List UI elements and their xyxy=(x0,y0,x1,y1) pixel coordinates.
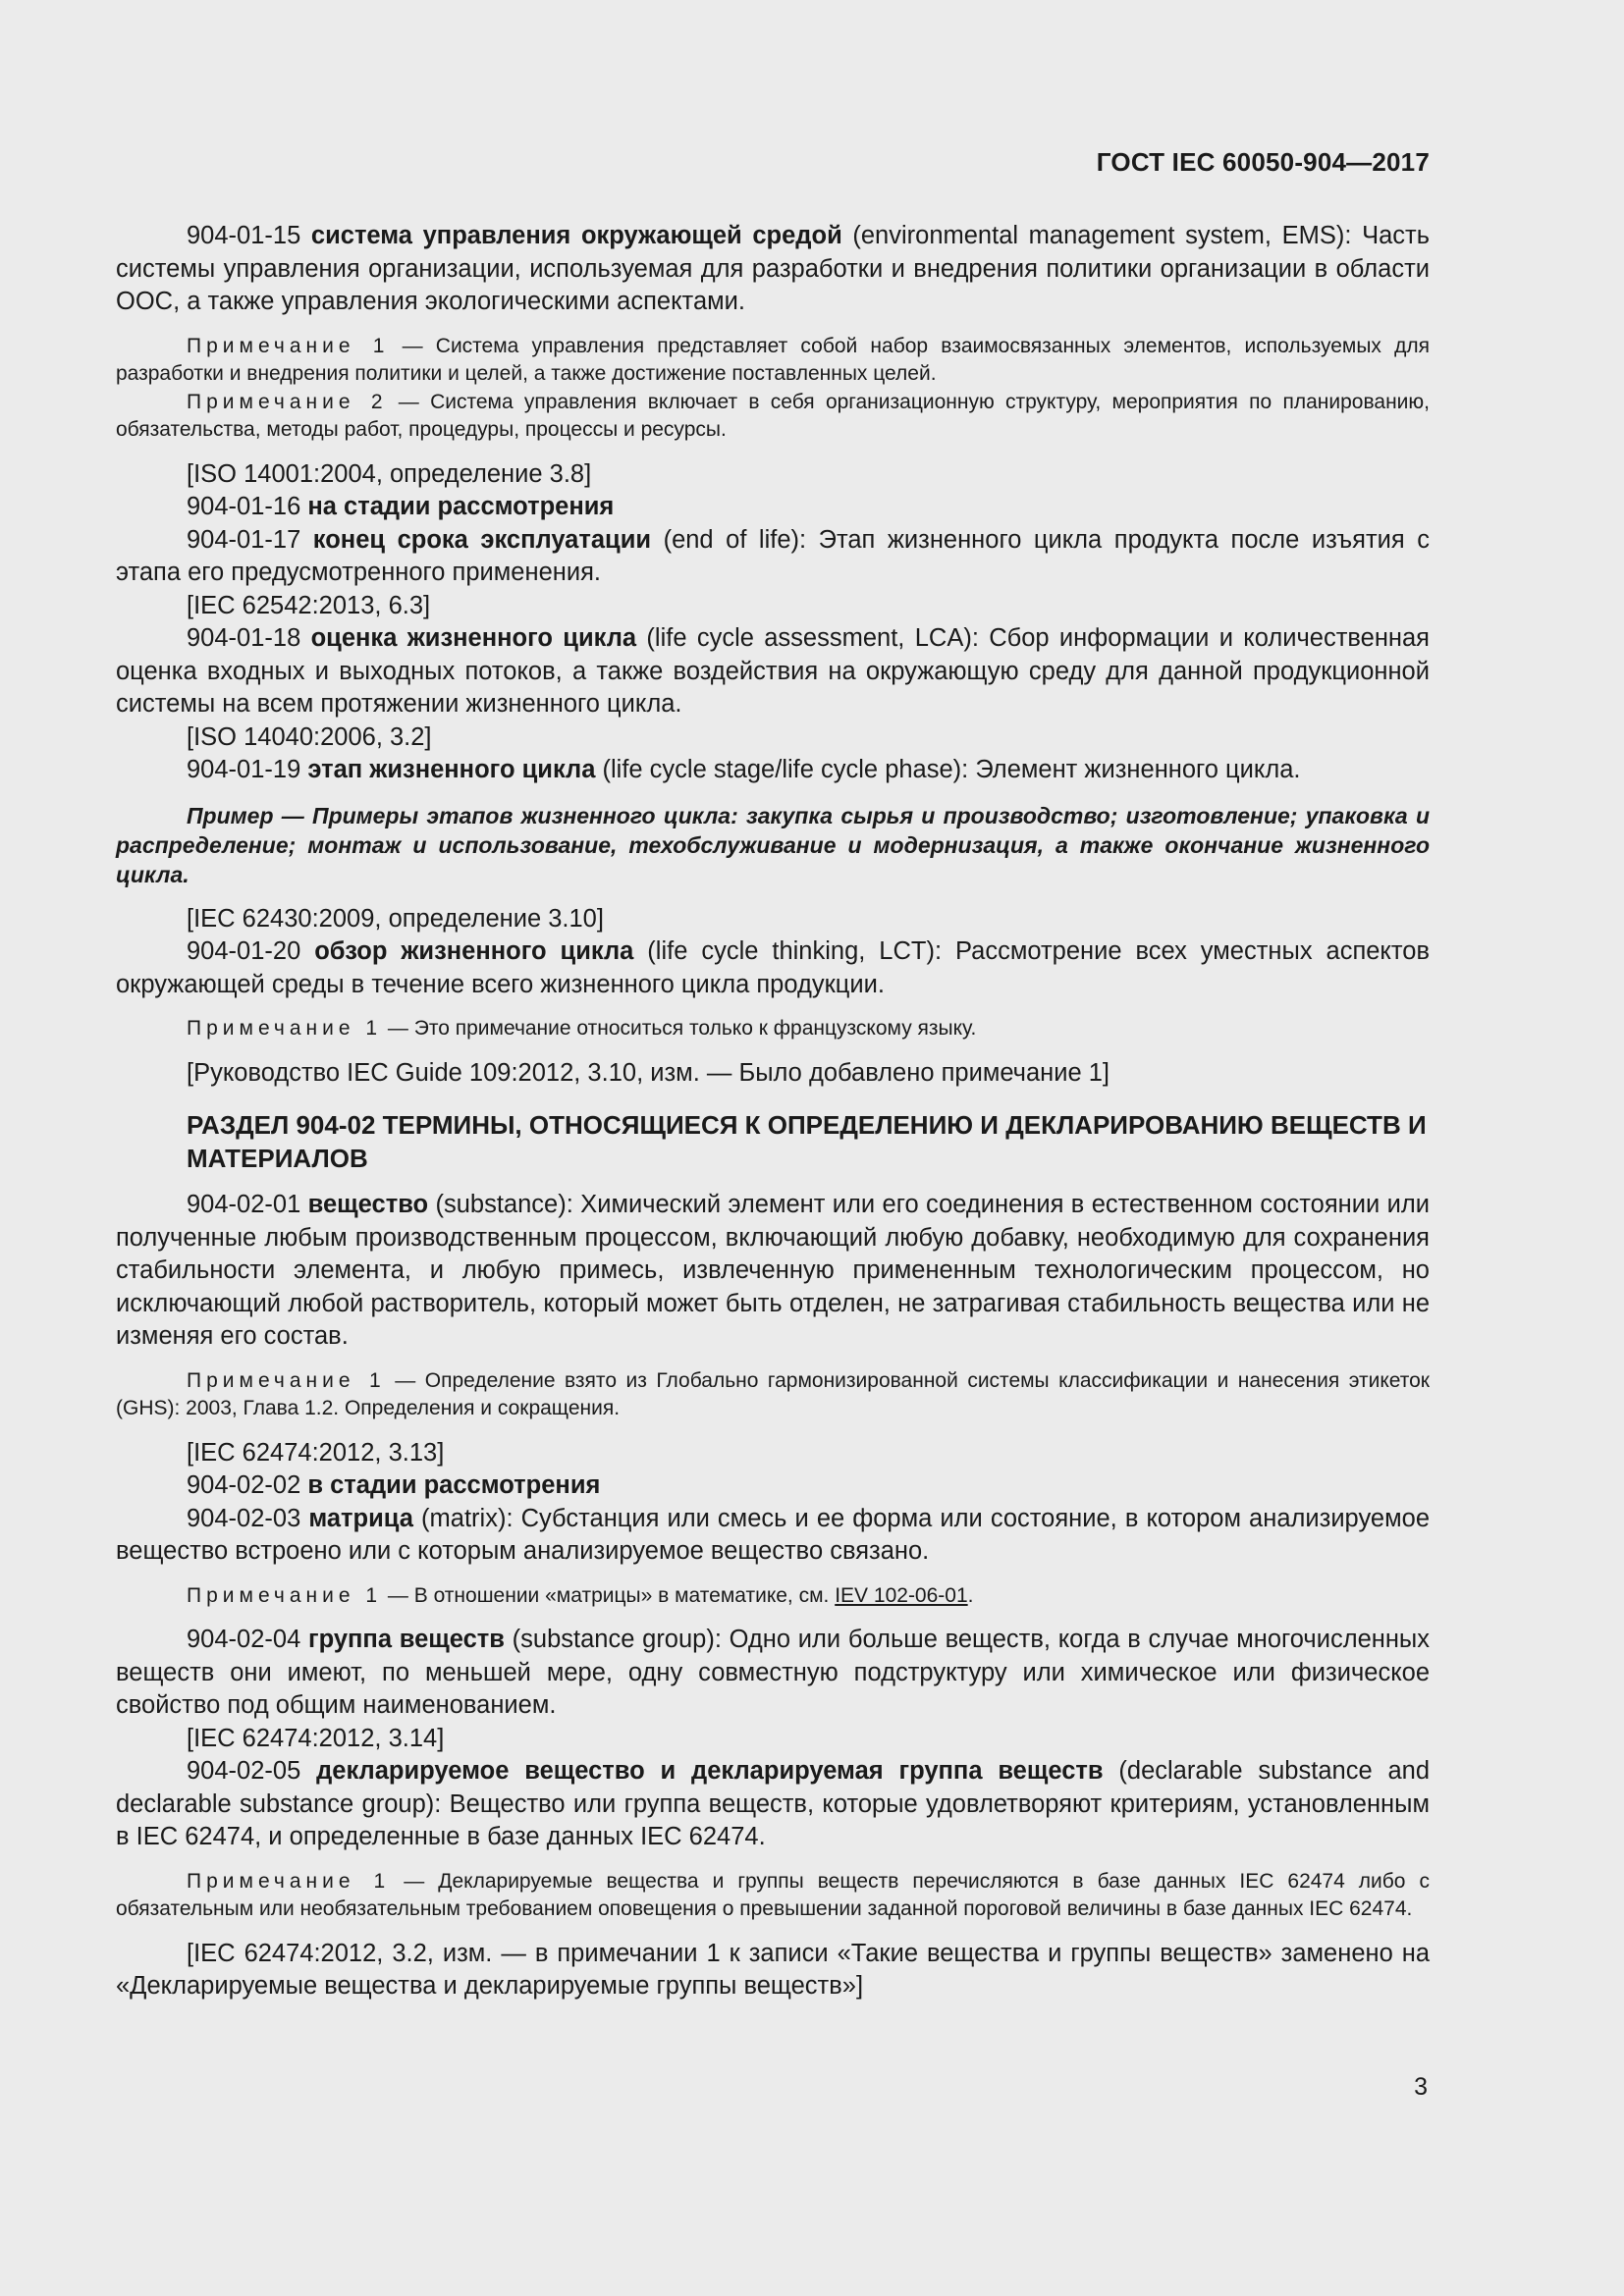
term-number: 904-01-20 xyxy=(187,937,301,965)
term-definition: (life cycle thinking, LCT): Рассмотрение всех уместных аспектов окружающей среды в течение всего жизненного цикла продукции. xyxy=(116,937,1430,998)
note xyxy=(116,1015,1430,1043)
term-definition: (end of life): Этап жизненного цикла продукта после изъятия с этапа его предусмотренного применения. xyxy=(116,525,1430,586)
term-name: система управления окружающей средой xyxy=(310,222,842,249)
note-label: Примечание 1 xyxy=(187,1583,383,1607)
note-text: — Определение взято из Глобально гармонизированной системы классификации и нанесения этикеток (GHS): 2003, Глава 1.2. Определения и сокращения. xyxy=(116,1368,1430,1419)
term-name: на стадии рассмотрения xyxy=(307,493,615,520)
term-name: обзор жизненного цикла xyxy=(314,937,634,965)
section-heading: РАЗДЕЛ 904-02 ТЕРМИНЫ, ОТНОСЯЩИЕСЯ К ОПРЕДЕЛЕНИЮ И ДЕКЛАРИРОВАНИЮ ВЕЩЕСТВ И МАТЕРИАЛОВ xyxy=(187,1110,1427,1173)
term-number: 904-02-05 xyxy=(187,1757,301,1785)
term-entry-904-01-18 xyxy=(116,622,1430,721)
note xyxy=(116,1868,1430,1924)
term-entry-904-01-20 xyxy=(116,935,1430,1001)
term-entry-904-01-15 xyxy=(116,220,1430,319)
note-label: Примечание 1 xyxy=(187,1368,386,1392)
note-label: Примечание 1 xyxy=(187,334,390,357)
term-entry-904-01-19 xyxy=(116,754,1430,787)
document-body xyxy=(116,220,1430,2003)
term-name: конец срока эксплуатации xyxy=(312,525,652,554)
term-entry-904-02-05 xyxy=(116,1755,1430,1854)
example-text: Пример — Примеры этапов жизненного цикла: закупка сырья и производство; изготовление; упаковка и распределение; монтаж и использование, техобслуживание и модернизация, а также окончание жизненного цикла. xyxy=(116,802,1430,887)
note xyxy=(116,389,1430,445)
term-number: 904-01-19 xyxy=(187,756,301,783)
term-name: группа веществ xyxy=(307,1626,505,1653)
term-number: 904-01-16 xyxy=(187,493,301,520)
note-label: Примечание 1 xyxy=(187,1869,391,1893)
source-reference: [Руководство IEC Guide 109:2012, 3.10, изм. — Было добавлено примечание 1] xyxy=(187,1058,1110,1087)
page-number: 3 xyxy=(1414,2073,1428,2101)
term-number: 904-01-18 xyxy=(187,624,301,652)
note xyxy=(116,1582,1430,1611)
term-number: 904-02-02 xyxy=(187,1471,301,1499)
source-reference: [ISO 14040:2006, 3.2] xyxy=(187,722,432,751)
note-text: — Декларируемые вещества и группы веществ перечисляются в базе данных IEC 62474 либо с обязательным или необязательным требованием оповещения о превышении заданной пороговой величины в базе данных IEC 62474. xyxy=(116,1869,1430,1920)
source-reference: [IEC 62474:2012, 3.2, изм. — в примечании 1 к записи «Такие вещества и группы веществ» заменено на «Декларируемые вещества и декларируемые группы веществ»] xyxy=(116,1939,1430,2000)
term-entry-904-02-04 xyxy=(116,1624,1430,1723)
term-number: 904-02-01 xyxy=(187,1191,301,1218)
term-name: матрица xyxy=(308,1504,413,1532)
term-definition: (environmental management system, EMS): Часть системы управления организации, используемая для разработки и внедрения политики организации в области ООС, а также управления экологическими аспектами. xyxy=(116,222,1430,315)
source-reference: [IEC 62430:2009, определение 3.10] xyxy=(187,904,604,933)
term-name: декларируемое вещество и декларируемая группа веществ xyxy=(316,1757,1104,1785)
term-number: 904-01-17 xyxy=(187,525,301,554)
note-text: — Система управления представляет собой набор взаимосвязанных элементов, используемых для разработки и внедрения политики и целей, а также достижение поставленных целей. xyxy=(116,334,1430,385)
note-text: — Система управления включает в себя организационную структуру, мероприятия по планированию, обязательства, методы работ, процедуры, процессы и ресурсы. xyxy=(116,390,1430,441)
term-definition: (substance group): Одно или больше веществ, когда в случае многочисленных веществ они имеют, по меньшей мере, одну совместную подструктуру или химическое или физическое свойство под общим наименованием. xyxy=(116,1626,1431,1719)
note-label: Примечание 2 xyxy=(187,390,388,413)
iev-reference-link[interactable]: IEV 102-06-01 xyxy=(835,1583,968,1607)
term-definition: (life cycle stage/life cycle phase): Элемент жизненного цикла. xyxy=(595,756,1301,783)
term-definition: (life cycle assessment, LCA): Сбор информации и количественная оценка входных и выходных потоков, а также воздействия на окружающую среду для данной продукционной системы на всем протяжении жизненного цикла. xyxy=(116,624,1430,718)
note-tail: . xyxy=(967,1583,974,1607)
note-text: — В отношении «матрицы» в математике, см. xyxy=(382,1583,836,1607)
term-entry-904-02-01 xyxy=(116,1189,1430,1354)
source-reference: [IEC 62542:2013, 6.3] xyxy=(187,591,431,619)
term-name: оценка жизненного цикла xyxy=(310,624,637,652)
source-reference: [IEC 62474:2012, 3.14] xyxy=(187,1724,445,1752)
term-entry-904-02-03 xyxy=(116,1503,1430,1569)
source-reference: [IEC 62474:2012, 3.13] xyxy=(187,1438,445,1467)
note-text: — Это примечание относиться только к французскому языку. xyxy=(382,1017,977,1040)
term-entry-904-01-17 xyxy=(116,524,1430,590)
term-number: 904-02-04 xyxy=(187,1626,301,1653)
note xyxy=(116,1367,1430,1423)
term-number: 904-02-03 xyxy=(187,1504,301,1532)
term-name: этап жизненного цикла xyxy=(307,756,596,783)
term-number: 904-01-15 xyxy=(187,222,301,249)
document-header: ГОСТ IEC 60050-904—2017 xyxy=(1096,147,1430,177)
term-name: вещество xyxy=(307,1191,429,1218)
source-reference: [ISO 14001:2004, определение 3.8] xyxy=(187,459,592,488)
term-entry-904-02-02 xyxy=(116,1469,1430,1503)
term-name: в стадии рассмотрения xyxy=(307,1471,601,1499)
note-label: Примечание 1 xyxy=(187,1017,383,1040)
term-definition: (matrix): Субстанция или смесь и ее форма или состояние, в котором анализируемое вещество встроено или с которым анализируемое вещество связано. xyxy=(116,1504,1430,1565)
term-definition: (declarable substance and declarable substance group): Вещество или группа веществ, которые удовлетворяют критериям, установленным в IEC 62474, и определенные в базе данных IEC 62474. xyxy=(116,1757,1431,1850)
note xyxy=(116,333,1430,389)
term-entry-904-01-16 xyxy=(116,491,1430,524)
term-definition: (substance): Химический элемент или его соединения в естественном состоянии или полученные любым производственным процессом, включающий любую добавку, необходимую для сохранения стабильности элемента, и любую примесь, извлеченную примененным технологическим процессом, но исключающий любой растворитель, который может быть отделен, не затрагивая стабильность вещества или не изменяя его состав. xyxy=(116,1191,1430,1350)
